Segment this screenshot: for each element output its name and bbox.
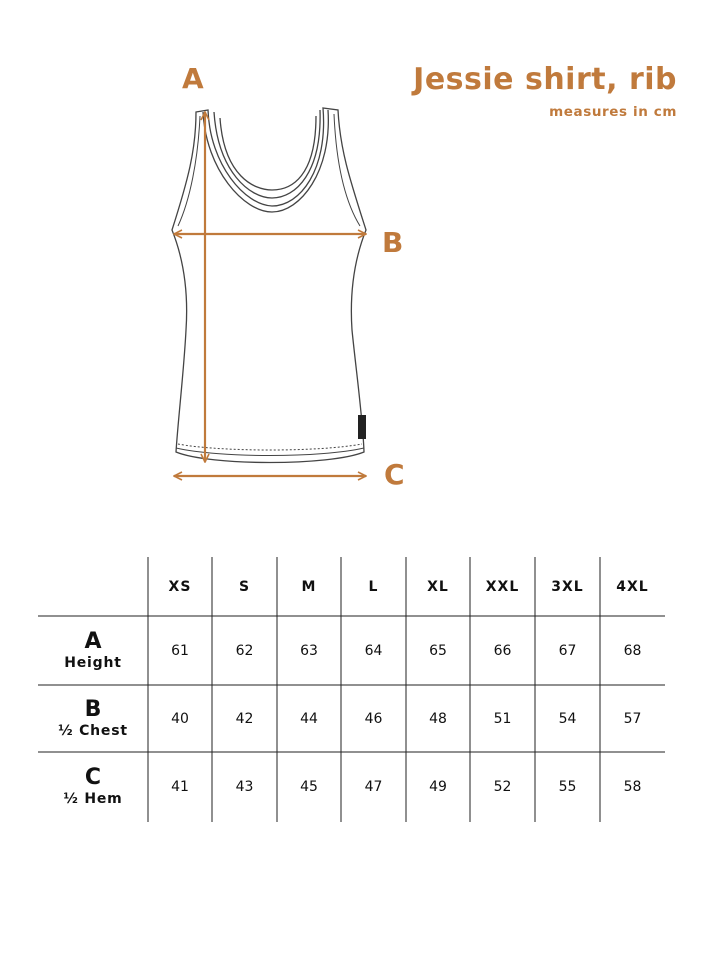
table-cell: 52 xyxy=(493,779,512,795)
table-cell: 63 xyxy=(300,642,318,659)
row-label-hem xyxy=(38,752,148,822)
units-note: measures in cm xyxy=(549,104,677,120)
table-cell: 62 xyxy=(235,642,254,659)
table-cell: 67 xyxy=(558,642,577,659)
row-label-height xyxy=(38,616,148,685)
row-name: Height xyxy=(64,654,122,671)
table-cell: 41 xyxy=(171,779,189,795)
table-cell: 44 xyxy=(300,710,318,727)
row-label-chest xyxy=(38,685,148,752)
table-cell: 54 xyxy=(558,710,577,727)
table-cell: 51 xyxy=(493,710,512,727)
table-cell: 46 xyxy=(364,710,383,727)
size-header: S xyxy=(238,578,251,595)
table-cell: 40 xyxy=(171,710,189,727)
table-cell: 58 xyxy=(623,779,642,795)
size-header: 3XL xyxy=(551,578,584,595)
size-header: XS xyxy=(168,578,192,595)
size-header: 4XL xyxy=(616,578,649,595)
table-cell: 68 xyxy=(623,642,642,659)
size-header: L xyxy=(368,578,379,595)
size-header: XL xyxy=(427,578,449,595)
row-letter: A xyxy=(84,628,102,654)
row-name: ½ Chest xyxy=(58,722,128,739)
table-cell: 66 xyxy=(493,642,512,659)
size-header: XXL xyxy=(485,578,520,595)
row-letter: C xyxy=(84,765,102,790)
table-cell: 64 xyxy=(364,642,383,659)
table-cell: 47 xyxy=(364,779,383,795)
table-cell: 61 xyxy=(171,642,189,659)
size-header: M xyxy=(301,578,317,595)
row-letter: B xyxy=(84,696,102,722)
table-cell: 49 xyxy=(429,779,447,795)
row-name: ½ Hem xyxy=(63,791,123,807)
table-cell: 65 xyxy=(429,642,447,659)
label-b: B xyxy=(382,226,404,259)
label-c: C xyxy=(384,458,405,491)
chart-title: Jessie shirt, rib xyxy=(413,62,677,97)
label-a: A xyxy=(182,62,204,95)
table-cell: 57 xyxy=(623,710,642,727)
table-cell: 42 xyxy=(235,710,254,727)
table-cell: 43 xyxy=(235,779,254,795)
table-cell: 55 xyxy=(558,779,577,795)
table-cell: 48 xyxy=(429,710,447,727)
table-cell: 45 xyxy=(300,779,318,795)
